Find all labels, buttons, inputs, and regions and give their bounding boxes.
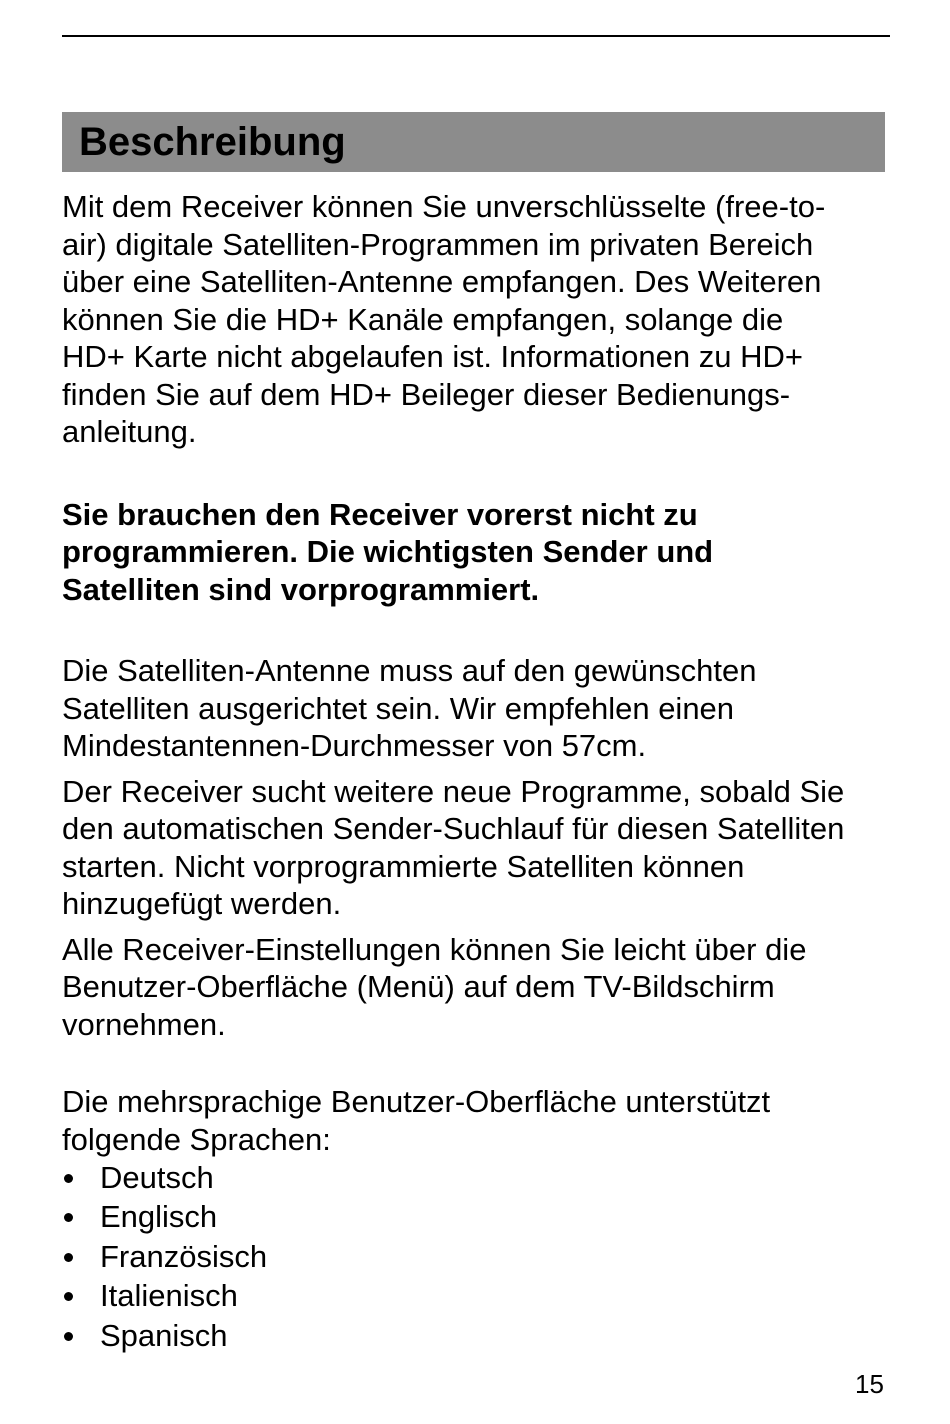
text-line: starten. Nicht vorprogrammierte Satelliten können	[62, 848, 745, 884]
list-item: Französisch	[62, 1237, 890, 1276]
text-line: Der Receiver sucht weitere neue Programme, sobald Sie	[62, 773, 845, 809]
text-line: HD+ Karte nicht abgelaufen ist. Informationen zu HD+	[62, 339, 803, 374]
text-line: über eine Satelliten-Antenne empfangen. Des Weiteren	[62, 264, 822, 299]
text-line: Sie brauchen den Receiver vorerst nicht zu	[62, 496, 698, 532]
text-line: Satelliten sind vorprogrammiert.	[62, 571, 540, 607]
text-line: programmieren. Die wichtigsten Sender und	[62, 534, 714, 569]
text-line: Satelliten ausgerichtet sein. Wir empfehlen einen	[62, 690, 735, 726]
text-line: air) digitale Satelliten-Programmen im privaten Bereich	[62, 226, 814, 262]
bold-note-paragraph	[62, 496, 890, 609]
bullet-icon	[64, 1253, 73, 1262]
page-content	[62, 188, 890, 1355]
text-line: vornehmen.	[62, 1006, 226, 1042]
text-line: hinzugefügt werden.	[62, 886, 342, 921]
list-item: Englisch	[62, 1197, 890, 1236]
languages-intro-paragraph	[62, 1083, 890, 1158]
text-line: finden Sie auf dem HD+ Beileger dieser Bedienungs-	[62, 376, 791, 412]
section-title: Beschreibung	[79, 120, 346, 164]
list-item: Italienisch	[62, 1276, 890, 1315]
text-line: Mit dem Receiver können Sie unverschlüsselte (free-to-	[62, 189, 826, 224]
bullet-icon	[64, 1174, 73, 1183]
settings-paragraph	[62, 931, 890, 1044]
text-line: folgende Sprachen:	[62, 1121, 331, 1157]
list-item: Spanisch	[62, 1316, 890, 1355]
page-number: 15	[855, 1369, 884, 1399]
text-line: Mindestantennen-Durchmesser von 57cm.	[62, 728, 647, 763]
section-header	[62, 112, 885, 172]
text-line: Die mehrsprachige Benutzer-Oberfläche unterstützt	[62, 1084, 771, 1119]
text-line: anleitung.	[62, 414, 197, 449]
language-list	[62, 1158, 890, 1355]
top-rule	[62, 35, 890, 37]
text-line: Benutzer-Oberfläche (Menü) auf dem TV-Bildschirm	[62, 969, 775, 1004]
search-paragraph	[62, 773, 890, 923]
list-item: Deutsch	[62, 1158, 890, 1197]
bullet-icon	[64, 1332, 73, 1341]
text-line: Die Satelliten-Antenne muss auf den gewünschten	[62, 653, 757, 688]
text-line: den automatischen Sender-Suchlauf für diesen Satelliten	[62, 811, 845, 846]
bullet-icon	[64, 1213, 73, 1222]
bullet-icon	[64, 1292, 73, 1301]
text-line: können Sie die HD+ Kanäle empfangen, solange die	[62, 301, 784, 337]
antenna-paragraph	[62, 652, 890, 765]
text-line: Alle Receiver-Einstellungen können Sie leicht über die	[62, 931, 807, 967]
intro-paragraph	[62, 188, 890, 451]
